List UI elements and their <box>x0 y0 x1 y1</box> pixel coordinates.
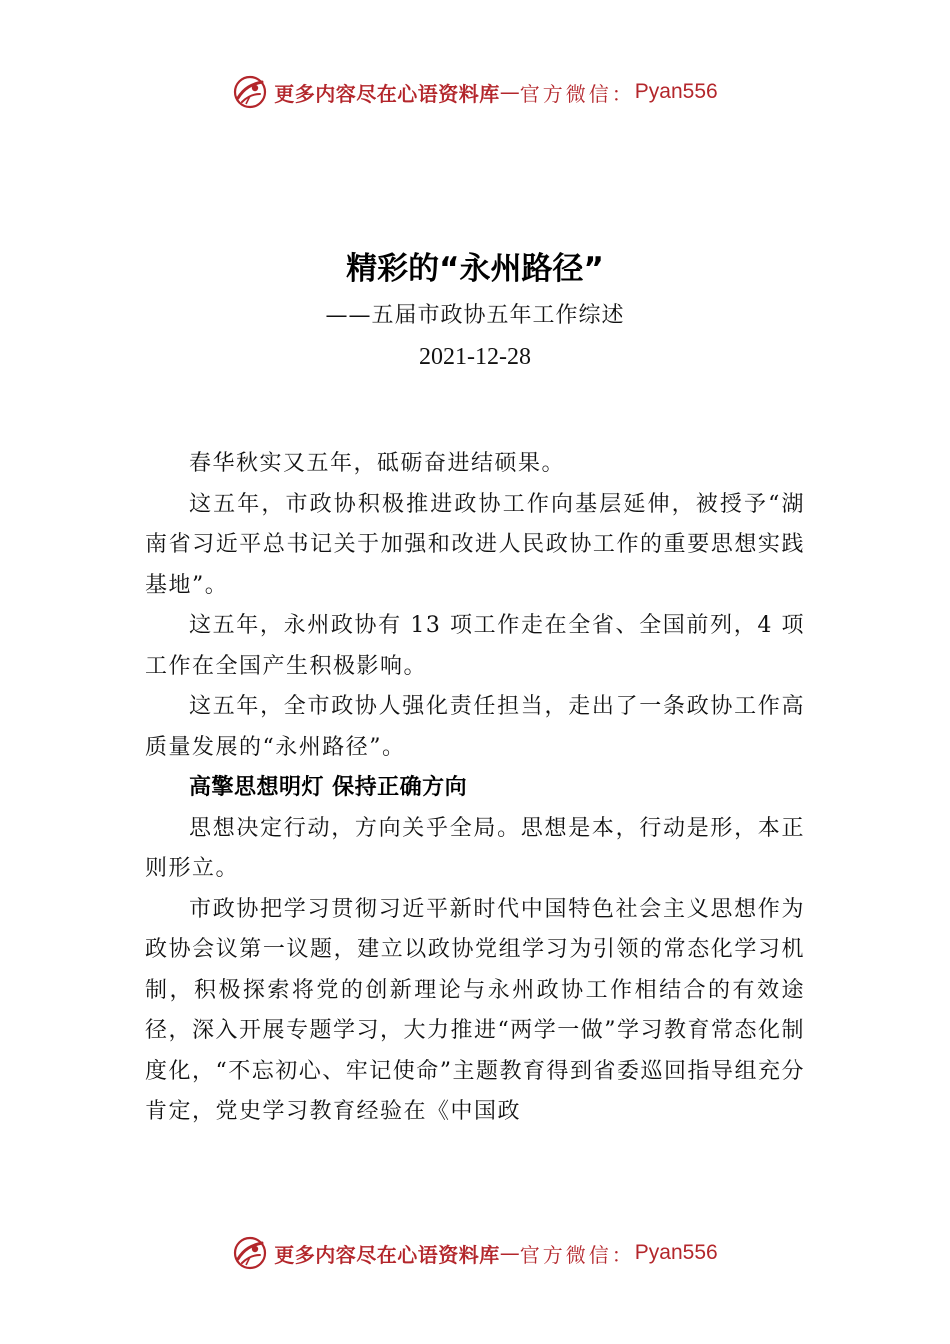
banner-brand-text: 更多内容尽在心语资料库 <box>274 81 500 106</box>
banner-wechat-id: Pyan556 <box>634 1241 718 1264</box>
header-banner <box>0 70 950 114</box>
banner-wechat-id: Pyan556 <box>634 80 718 103</box>
paragraph: 市政协把学习贯彻习近平新时代中国特色社会主义思想作为政协会议第一议题，建立以政协党组学习为引领的常态化学习机制，积极探索将党的创新理论与永州政协工作相结合的有效途径，深入开展专题学习，大力推进“两学一做”学习教育常态化制度化，“不忘初心、牢记使命”主题教育得到省委巡回指导组充分肯定，党史学习教育经验在《中国政 <box>145 896 805 1124</box>
banner-wechat-label: 官方微信： <box>519 81 635 106</box>
flower-logo-icon <box>232 74 268 110</box>
paragraph: 春华秋实又五年，砥砺奋进结硕果。 <box>189 451 566 476</box>
paragraph: 这五年，全市政协人强化责任担当，走出了一条政协工作高质量发展的“永州路径”。 <box>145 694 805 760</box>
banner-separator: — <box>499 1241 520 1265</box>
article-subtitle: ——五届市政协五年工作综述 <box>325 303 625 328</box>
paragraph: 这五年，永州政协有 13 项工作走在全省、全国前列，4 项工作在全国产生积极影响。 <box>145 613 805 679</box>
paragraph: 思想决定行动，方向关乎全局。思想是本，行动是形，本正则形立。 <box>145 815 805 881</box>
article-date: 2021-12-28 <box>419 344 531 370</box>
banner-brand-text: 更多内容尽在心语资料库 <box>274 1242 500 1267</box>
article-body <box>145 444 805 1133</box>
banner-separator: — <box>499 80 520 104</box>
banner-wechat-label: 官方微信： <box>519 1242 635 1267</box>
paragraph: 这五年，市政协积极推进政协工作向基层延伸，被授予“湖南省习近平总书记关于加强和改进人民政协工作的重要思想实践基地”。 <box>145 491 805 598</box>
article-title: 精彩的“永州路径” <box>346 251 604 287</box>
section-heading: 高擎思想明灯 保持正确方向 <box>189 775 468 800</box>
flower-logo-icon <box>232 1235 268 1271</box>
footer-banner <box>0 1231 950 1275</box>
